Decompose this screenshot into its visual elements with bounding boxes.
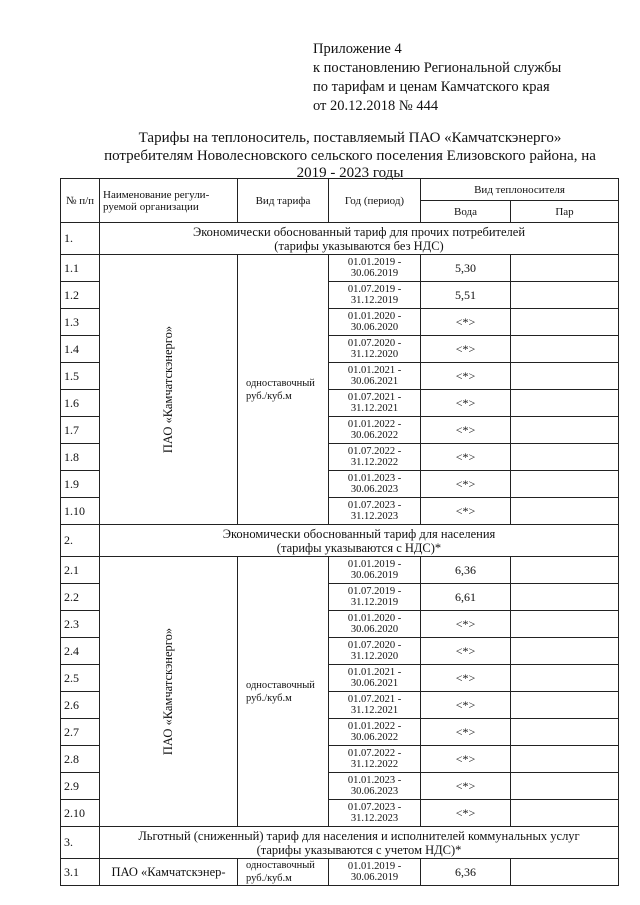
period-cell	[329, 417, 421, 444]
period-cell	[329, 390, 421, 417]
row-number: 2.9	[61, 773, 100, 800]
period-cell	[329, 282, 421, 309]
appendix-line: по тарифам и ценам Камчатского края	[313, 79, 550, 95]
water-value: 6,36	[421, 557, 511, 584]
row-number: 1.6	[61, 390, 100, 417]
steam-value	[511, 746, 619, 773]
water-value: <*>	[421, 363, 511, 390]
steam-value	[511, 557, 619, 584]
period-start: 01.07.2020 -	[347, 639, 402, 651]
appendix-line: Приложение 4	[313, 41, 402, 57]
tariff-type-cell	[238, 859, 329, 886]
water-value: <*>	[421, 444, 511, 471]
steam-value	[511, 773, 619, 800]
period-end: 31.12.2020	[350, 651, 399, 662]
period-cell	[329, 773, 421, 800]
period-end: 31.12.2019	[350, 597, 399, 608]
tariff-type-cell	[238, 557, 329, 827]
period-start: 01.07.2020 -	[347, 337, 402, 349]
steam-value	[511, 363, 619, 390]
section-number: 1.	[61, 223, 100, 255]
water-value: <*>	[421, 471, 511, 498]
header-row	[61, 179, 619, 201]
water-value: <*>	[421, 719, 511, 746]
row-number: 2.6	[61, 692, 100, 719]
header-org: Наименование регули-руемой организации	[100, 179, 238, 223]
period-end: 31.12.2022	[350, 759, 399, 770]
period-end: 30.06.2019	[350, 268, 399, 279]
period-end: 30.06.2021	[350, 376, 399, 387]
period-cell	[329, 498, 421, 525]
period-start: 01.01.2019 -	[347, 256, 402, 268]
period-start: 01.01.2023 -	[347, 472, 402, 484]
table-row	[61, 255, 619, 282]
row-number: 2.2	[61, 584, 100, 611]
period-start: 01.07.2019 -	[347, 283, 402, 295]
period-end: 31.12.2021	[350, 403, 399, 414]
period-start: 01.01.2023 -	[347, 774, 402, 786]
title-line: Тарифы на теплоноситель, поставляемый ПАО «Камчатскэнерго»	[138, 130, 562, 146]
period-cell	[329, 611, 421, 638]
tariff-type-unit: руб./куб.м	[246, 873, 292, 884]
section-title	[100, 525, 619, 557]
period-end: 30.06.2022	[350, 732, 399, 743]
steam-value	[511, 665, 619, 692]
period-cell	[329, 638, 421, 665]
period-end: 30.06.2023	[350, 484, 399, 495]
row-number: 1.8	[61, 444, 100, 471]
period-end: 31.12.2023	[350, 813, 399, 824]
section-row	[61, 223, 619, 255]
period-start: 01.01.2021 -	[347, 364, 402, 376]
title-line: потребителям Новолесновского сельского поселения Елизовского района, на	[104, 147, 596, 164]
table-row	[61, 557, 619, 584]
water-value: <*>	[421, 638, 511, 665]
title-line: 2019 - 2023 годы	[296, 165, 404, 181]
period-end: 31.12.2022	[350, 457, 399, 468]
water-value: <*>	[421, 665, 511, 692]
period-end: 30.06.2022	[350, 430, 399, 441]
period-cell	[329, 746, 421, 773]
period-start: 01.07.2019 -	[347, 585, 402, 597]
period-start: 01.01.2021 -	[347, 666, 402, 678]
period-end: 31.12.2020	[350, 349, 399, 360]
tariff-type-line: одноставочный	[246, 860, 315, 871]
row-number: 2.1	[61, 557, 100, 584]
period-start: 01.01.2022 -	[347, 720, 402, 732]
period-end: 30.06.2020	[350, 322, 399, 333]
section-title-line: Экономически обоснованный тариф для прочих потребителей	[192, 224, 526, 239]
steam-value	[511, 859, 619, 886]
row-number: 1.5	[61, 363, 100, 390]
document-title	[60, 130, 640, 183]
water-value: 5,30	[421, 255, 511, 282]
tariff-type-unit: руб./куб.м	[246, 692, 292, 704]
water-value: <*>	[421, 417, 511, 444]
period-start: 01.01.2022 -	[347, 418, 402, 430]
steam-value	[511, 255, 619, 282]
steam-value	[511, 498, 619, 525]
row-number: 1.10	[61, 498, 100, 525]
water-value: 6,61	[421, 584, 511, 611]
steam-value	[511, 719, 619, 746]
water-value: <*>	[421, 800, 511, 827]
section-title	[100, 827, 619, 859]
period-cell	[329, 336, 421, 363]
org-name-cell	[100, 255, 238, 525]
section-row	[61, 525, 619, 557]
row-number: 2.5	[61, 665, 100, 692]
steam-value	[511, 390, 619, 417]
org-name-cell	[100, 859, 238, 886]
period-cell	[329, 471, 421, 498]
period-start: 01.07.2023 -	[347, 801, 402, 813]
row-number: 2.8	[61, 746, 100, 773]
period-start: 01.01.2020 -	[347, 612, 402, 624]
water-value: <*>	[421, 390, 511, 417]
section-row	[61, 827, 619, 859]
row-number: 1.2	[61, 282, 100, 309]
period-cell	[329, 444, 421, 471]
org-name: ПАО «Камчатскэнер-	[111, 864, 226, 879]
section-title-line: (тарифы указываются с НДС)*	[276, 540, 442, 555]
period-start: 01.07.2021 -	[347, 391, 402, 403]
steam-value	[511, 444, 619, 471]
water-value: <*>	[421, 773, 511, 800]
period-end: 30.06.2019	[350, 872, 399, 883]
header-water: Вода	[421, 201, 511, 223]
period-end: 31.12.2019	[350, 295, 399, 306]
period-cell	[329, 255, 421, 282]
row-number: 2.7	[61, 719, 100, 746]
tariff-type-line: одноставочный	[246, 377, 315, 389]
section-title	[100, 223, 619, 255]
period-end: 30.06.2019	[350, 570, 399, 581]
water-value: <*>	[421, 309, 511, 336]
row-number: 2.4	[61, 638, 100, 665]
row-number: 1.7	[61, 417, 100, 444]
tariff-type-line: одноставочный	[246, 679, 315, 691]
org-name-cell	[100, 557, 238, 827]
row-number: 1.4	[61, 336, 100, 363]
period-cell	[329, 859, 421, 886]
steam-value	[511, 417, 619, 444]
org-name: ПАО «Камчатскэнерго»	[161, 325, 175, 454]
steam-value	[511, 336, 619, 363]
row-number: 2.10	[61, 800, 100, 827]
steam-value	[511, 638, 619, 665]
water-value: <*>	[421, 611, 511, 638]
period-start: 01.01.2019 -	[347, 860, 402, 872]
steam-value	[511, 282, 619, 309]
period-start: 01.07.2022 -	[347, 445, 402, 457]
section-title-line: (тарифы указываются без НДС)	[274, 238, 444, 253]
section-title-line: Экономически обоснованный тариф для населения	[222, 526, 496, 541]
period-cell	[329, 692, 421, 719]
tariff-type-cell	[238, 255, 329, 525]
row-number: 1.3	[61, 309, 100, 336]
header-carrier: Вид теплоносителя	[421, 179, 619, 201]
tariff-type-unit: руб./куб.м	[246, 390, 292, 402]
steam-value	[511, 309, 619, 336]
period-end: 30.06.2023	[350, 786, 399, 797]
steam-value	[511, 692, 619, 719]
period-cell	[329, 584, 421, 611]
steam-value	[511, 471, 619, 498]
period-cell	[329, 363, 421, 390]
row-number: 3.1	[61, 859, 100, 886]
period-start: 01.01.2019 -	[347, 558, 402, 570]
period-start: 01.07.2021 -	[347, 693, 402, 705]
period-end: 31.12.2023	[350, 511, 399, 522]
steam-value	[511, 800, 619, 827]
row-number: 1.9	[61, 471, 100, 498]
header-num: № п/п	[61, 179, 100, 223]
water-value: 5,51	[421, 282, 511, 309]
water-value: <*>	[421, 336, 511, 363]
water-value: <*>	[421, 692, 511, 719]
header-period: Год (период)	[329, 179, 421, 223]
period-end: 30.06.2021	[350, 678, 399, 689]
period-cell	[329, 665, 421, 692]
period-end: 30.06.2020	[350, 624, 399, 635]
table-row	[61, 859, 619, 886]
period-cell	[329, 557, 421, 584]
period-start: 01.07.2023 -	[347, 499, 402, 511]
steam-value	[511, 611, 619, 638]
appendix-block	[313, 40, 613, 116]
steam-value	[511, 584, 619, 611]
period-start: 01.07.2022 -	[347, 747, 402, 759]
water-value: <*>	[421, 498, 511, 525]
header-tariff-type: Вид тарифа	[238, 179, 329, 223]
period-cell	[329, 719, 421, 746]
period-cell	[329, 309, 421, 336]
appendix-line: к постановлению Региональной службы	[313, 60, 562, 76]
section-title-line: (тарифы указываются с учетом НДС)*	[256, 842, 462, 857]
section-number: 2.	[61, 525, 100, 557]
water-value: 6,36	[421, 859, 511, 886]
row-number: 1.1	[61, 255, 100, 282]
section-number: 3.	[61, 827, 100, 859]
period-end: 31.12.2021	[350, 705, 399, 716]
period-cell	[329, 800, 421, 827]
section-title-line: Льготный (сниженный) тариф для населения и исполнителей коммунальных услуг	[138, 828, 580, 843]
period-start: 01.01.2020 -	[347, 310, 402, 322]
header-steam: Пар	[511, 201, 619, 223]
appendix-line: от 20.12.2018 № 444	[313, 98, 439, 114]
org-name: ПАО «Камчатскэнерго»	[161, 627, 175, 756]
row-number: 2.3	[61, 611, 100, 638]
water-value: <*>	[421, 746, 511, 773]
tariff-table	[60, 178, 619, 886]
